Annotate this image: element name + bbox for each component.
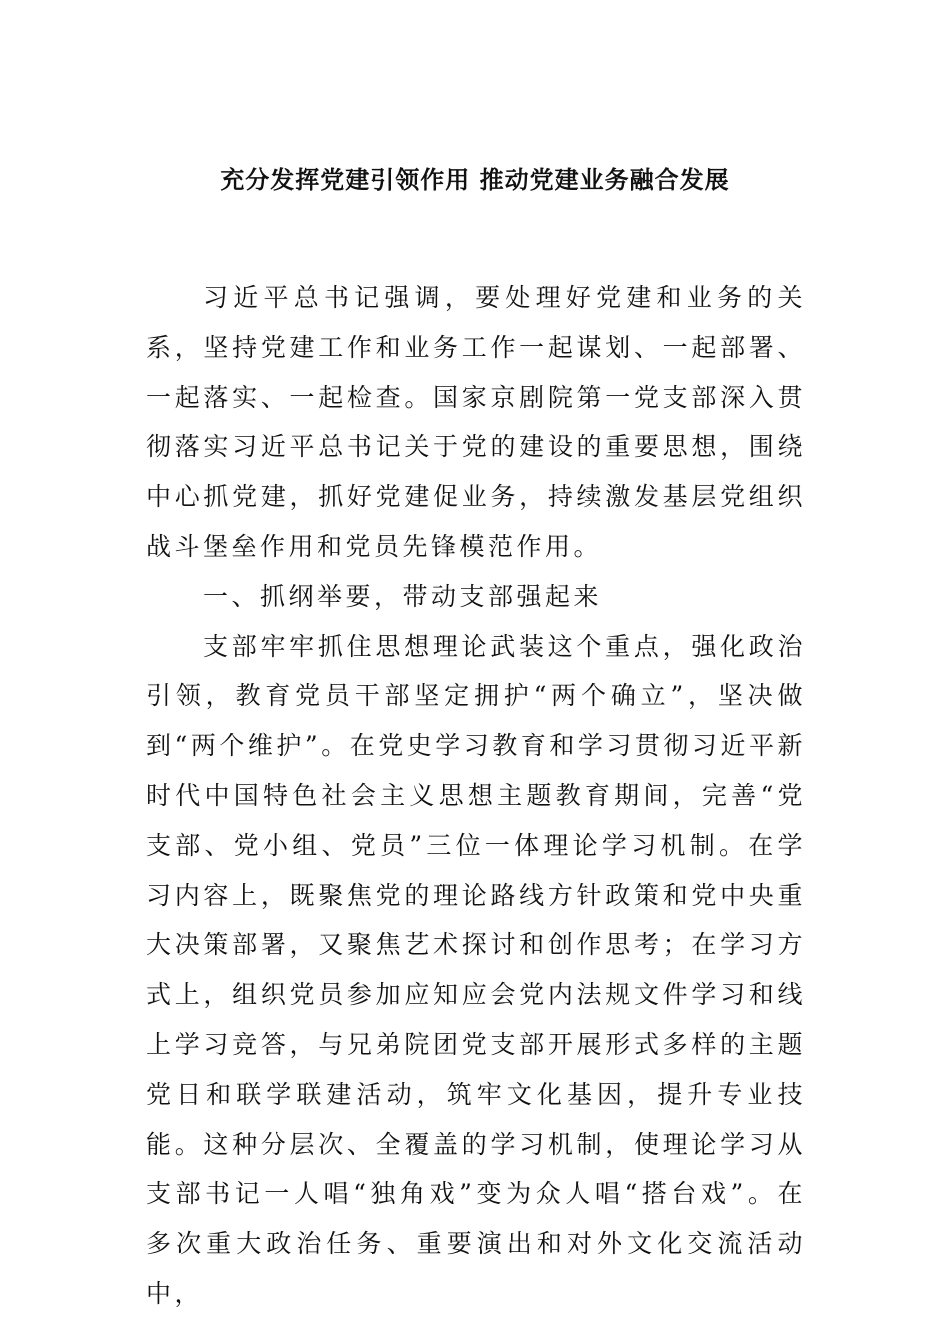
section-paragraph: 支部牢牢抓住思想理论武装这个重点，强化政治引领，教育党员干部坚定拥护“两个确立”，坚决做到“两个维护”。在党史学习教育和学习贯彻习近平新时代中国特色社会主义思想主题教育期间，完善“党支部、党小组、党员”三位一体理论学习机制。在学习内容上，既聚焦党的理论路线方针政策和党中央重大决策部署，又聚焦艺术探讨和创作思考；在学习方式上，组织党员参加应知应会党内法规文件学习和线上学习竞答，与兄弟院团党支部开展形式多样的主题党日和联学联建活动，筑牢文化基因，提升专业技能。这种分层次、全覆盖的学习机制，使理论学习从支部书记一人唱“独角戏”变为众人唱“搭台戏”。在多次重大政治任务、重要演出和对外文化交流活动中， (146, 631, 806, 1308)
intro-paragraph: 习近平总书记强调，要处理好党建和业务的关系，坚持党建工作和业务工作一起谋划、一起部署、一起落实、一起检查。国家京剧院第一党支部深入贯彻落实习近平总书记关于党的建设的重要思想，围绕中心抓党建，抓好党建促业务，持续激发基层党组织战斗堡垒作用和党员先锋模范作用。 (146, 283, 806, 561)
section-heading: 一、抓纲举要，带动支部强起来 (203, 581, 603, 611)
document-title: 充分发挥党建引领作用 推动党建业务融合发展 (220, 166, 730, 194)
document-body (146, 273, 806, 1319)
